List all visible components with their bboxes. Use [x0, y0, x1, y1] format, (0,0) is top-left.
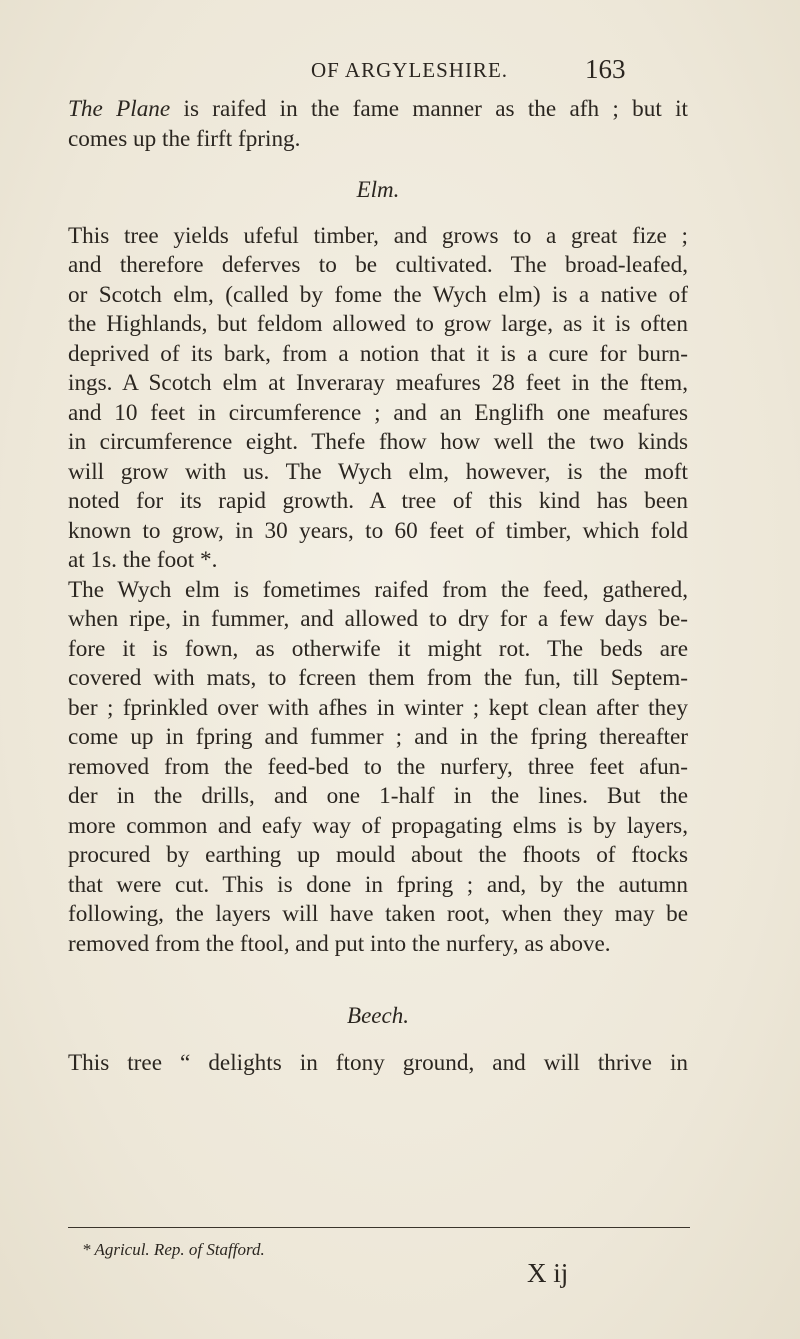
text-line: when ripe, in fummer, and allowed to dry for a few days be- — [68, 606, 688, 632]
italic-term: The Plane — [68, 96, 171, 122]
page-number: 163 — [585, 54, 626, 84]
text-line: come up in fpring and fummer ; and in the fpring thereafter — [68, 724, 688, 750]
text-line: in circumference eight. Thefe fhow how well the two kinds — [68, 429, 688, 455]
text-line: following, the layers will have taken root, when they may be — [68, 901, 688, 927]
text-line — [68, 95, 688, 125]
text-line: ings. A Scotch elm at Inveraray meafures 28 feet in the ftem, — [68, 370, 688, 396]
text-line: The Wych elm is fometimes raifed from the feed, gathered, — [68, 576, 688, 603]
text-line: This tree “ delights in ftony ground, and will thrive in — [68, 1049, 688, 1076]
text-line: and 10 feet in circumference ; and an Englifh one meafures — [68, 399, 688, 426]
page-header — [0, 54, 800, 98]
body-text — [68, 95, 688, 1078]
text-line: comes up the firft fpring. — [68, 125, 301, 152]
text-line: removed from the feed-bed to the nurfery, three feet afun- — [68, 753, 688, 780]
text-line: removed from the ftool, and put into the nurfery, as above. — [68, 930, 611, 957]
text-line: der in the drills, and one 1-half in the lines. But the — [68, 783, 688, 809]
text-line: covered with mats, to fcreen them from the fun, till Septem- — [68, 665, 688, 691]
text-line: noted for its rapid growth. A tree of this kind has been — [68, 488, 688, 514]
text-line: the Highlands, but feldom allowed to grow large, as it is often — [68, 311, 688, 337]
text-line: will grow with us. The Wych elm, however, is the moft — [68, 458, 688, 485]
running-head: OF ARGYLESHIRE. — [311, 58, 509, 82]
text-line: or Scotch elm, (called by fome the Wych elm) is a native of — [68, 281, 688, 308]
text-line: procured by earthing up mould about the fhoots of ftocks — [68, 842, 688, 868]
footnote: * Agricul. Rep. of Stafford. — [82, 1240, 265, 1259]
text-line: at 1s. the foot *. — [68, 547, 218, 573]
text-line: This tree yields ufeful timber, and grows to a great fize ; — [68, 222, 688, 249]
section-title-elm: Elm. — [356, 177, 400, 202]
footnote-rule — [68, 1227, 690, 1228]
signature-mark: X ij — [527, 1258, 569, 1288]
text-line: that were cut. This is done in fpring ; and, by the autumn — [68, 871, 688, 898]
text-line: known to grow, in 30 years, to 60 feet of timber, which fold — [68, 517, 688, 544]
text-line-rest: is raifed in the fame manner as the afh ; but it — [183, 96, 689, 122]
text-line: fore it is fown, as otherwife it might rot. The beds are — [68, 635, 688, 662]
text-line: deprived of its bark, from a notion that it is a cure for burn- — [68, 340, 688, 367]
text-line: and therefore deferves to be cultivated. The broad-leafed, — [68, 252, 688, 278]
text-line: more common and eafy way of propagating elms is by layers, — [68, 812, 688, 839]
section-title-beech: Beech. — [347, 1003, 409, 1028]
text-line: ber ; fprinkled over with afhes in winter ; kept clean after they — [68, 694, 688, 721]
